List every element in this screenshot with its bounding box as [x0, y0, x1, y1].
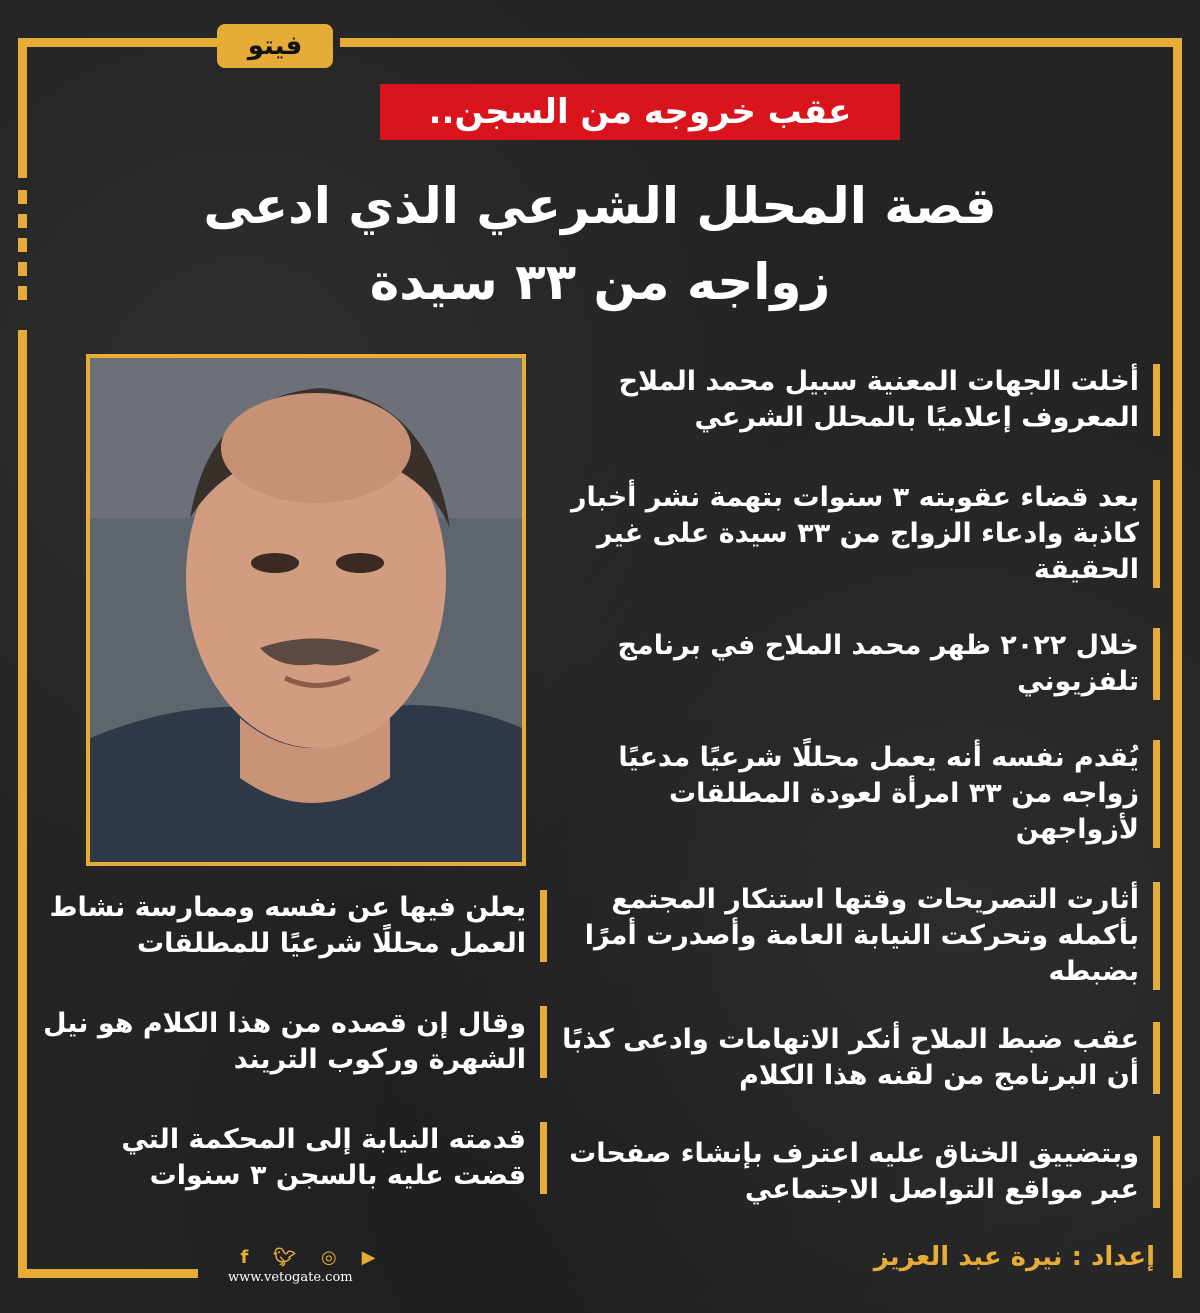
headline — [160, 168, 1040, 320]
fact-item: بعد قضاء عقوبته ٣ سنوات بتهمة نشر أخبار كاذبة وادعاء الزواج من ٣٣ سيدة على غير الحقيقة — [560, 480, 1160, 588]
frame-bottom — [18, 1269, 198, 1278]
fact-item: وقال إن قصده من هذا الكلام هو نيل الشهرة وركوب التريند — [40, 1006, 547, 1078]
fact-item: أخلت الجهات المعنية سبيل محمد الملاح المعروف إعلاميًا بالمحلل الشرعي — [560, 364, 1160, 436]
frame-top-right — [340, 38, 1182, 47]
vetogate-logo: فيتو — [217, 24, 333, 68]
frame-right — [1173, 38, 1182, 1278]
portrait-photo — [86, 354, 526, 866]
frame-dash — [18, 238, 27, 252]
frame-left-lower — [18, 330, 27, 1278]
facebook-icon[interactable]: f — [240, 1246, 249, 1268]
youtube-icon[interactable]: ▶ — [361, 1246, 376, 1268]
frame-top-left — [18, 38, 218, 47]
fact-item: أثارت التصريحات وقتها استنكار المجتمع بأكمله وتحركت النيابة العامة وأصدرت أمرًا بضبطه — [560, 882, 1160, 990]
frame-dash — [18, 286, 27, 300]
headline-line-1: قصة المحلل الشرعي الذي ادعى — [203, 177, 997, 235]
instagram-icon[interactable]: ◎ — [321, 1246, 337, 1268]
fact-item: وبتضييق الخناق عليه اعترف بإنشاء صفحات عبر مواقع التواصل الاجتماعي — [560, 1136, 1160, 1208]
author-credit: إعداد : نيرة عبد العزيز — [873, 1242, 1155, 1272]
frame-dash — [18, 190, 27, 204]
frame-dash — [18, 214, 27, 228]
twitter-icon[interactable]: 🐦︎ — [273, 1246, 297, 1268]
frame-dash — [18, 262, 27, 276]
social-icons — [228, 1244, 388, 1270]
fact-item: عقب ضبط الملاح أنكر الاتهامات وادعى كذبًا أن البرنامج من لقنه هذا الكلام — [560, 1022, 1160, 1094]
fact-item: قدمته النيابة إلى المحكمة التي قضت عليه بالسجن ٣ سنوات — [40, 1122, 547, 1194]
frame-left-upper — [18, 38, 27, 178]
headline-line-2: زواجه من ٣٣ سيدة — [369, 253, 831, 311]
website-url[interactable]: www.vetogate.com — [228, 1270, 353, 1285]
fact-item: خلال ٢٠٢٢ ظهر محمد الملاح في برنامج تلفزيوني — [560, 628, 1160, 700]
portrait-illustration — [90, 358, 522, 862]
fact-item: يعلن فيها عن نفسه وممارسة نشاط العمل محللًا شرعيًا للمطلقات — [40, 890, 547, 962]
fact-item: يُقدم نفسه أنه يعمل محللًا شرعيًا مدعيًا زواجه من ٣٣ امرأة لعودة المطلقات لأزواجهن — [560, 740, 1160, 848]
kicker-banner: عقب خروجه من السجن.. — [380, 84, 900, 140]
